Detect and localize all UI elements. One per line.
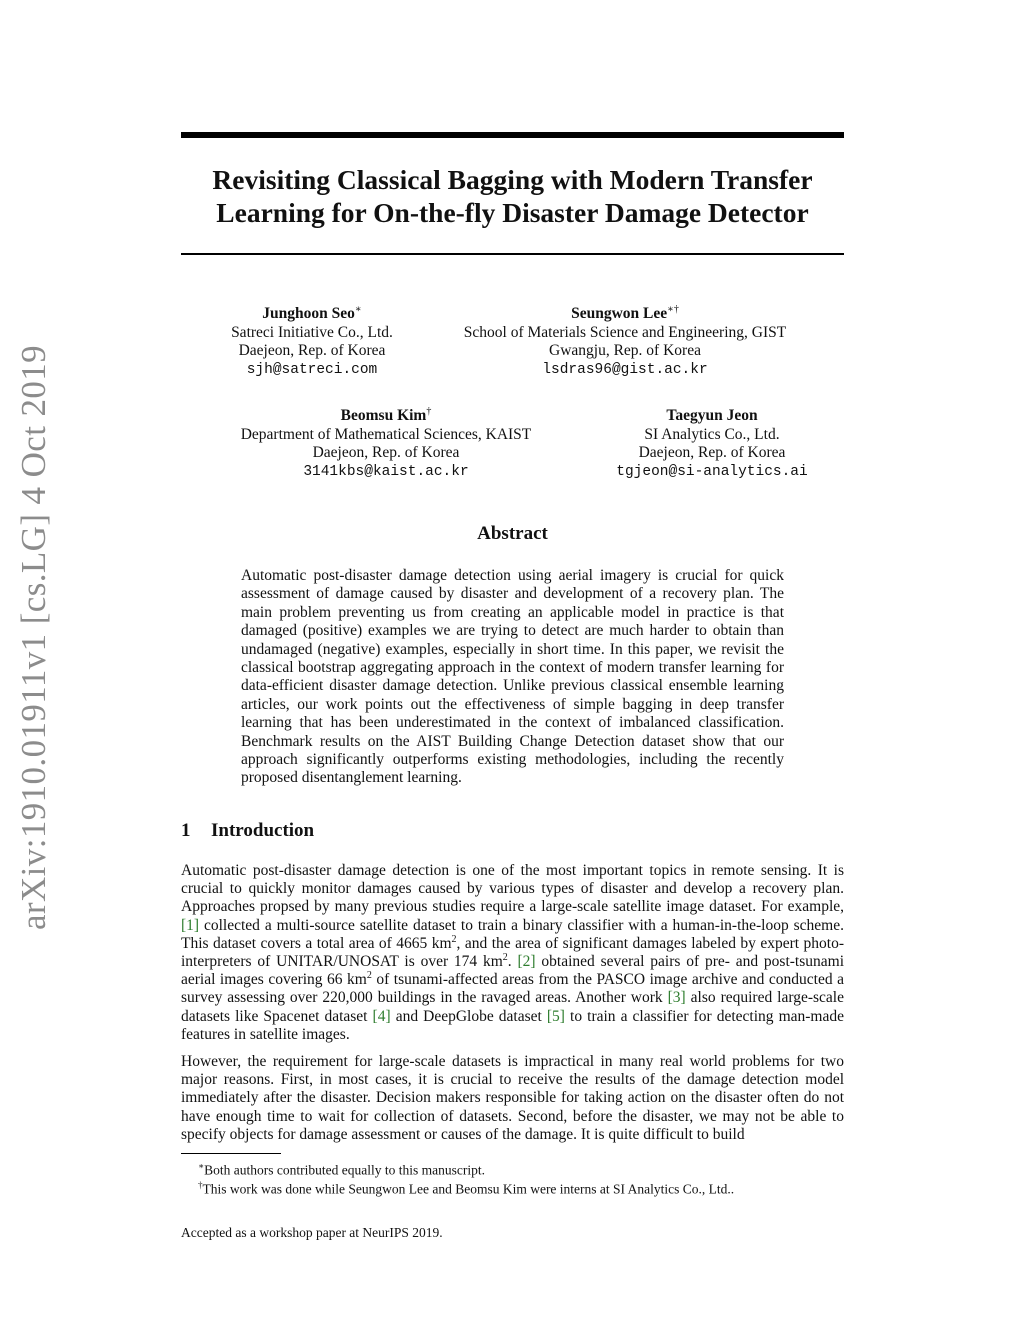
title-top-rule — [181, 132, 844, 138]
abstract-heading: Abstract — [477, 523, 548, 544]
section-title: Introduction — [211, 820, 315, 841]
author-marks: ∗† — [667, 304, 679, 315]
footnote-rule — [181, 1153, 281, 1154]
author-affiliation: School of Materials Science and Engineering, GIST — [463, 323, 787, 341]
author-name: Seungwon Lee∗† — [571, 304, 679, 323]
footnote-mark: ∗ — [198, 1161, 205, 1171]
title-line-2: Learning for On-the-fly Disaster Damage Detector — [216, 197, 809, 228]
abstract-body: Automatic post-disaster damage detection using aerial imagery is crucial for quick assessment of damage caused by disaster and development of a recovery plan. The main problem preventing us from creating an applicable model in practice is that damaged (positive) examples we are trying to detect are much harder to obtain than undamaged (negative) examples, especially in short time. In this paper, we revisit the classical bootstrap aggregating approach in the context of modern transfer learning for data-efficient disaster damage detection. Unlike previous classical ensemble learning articles, our work points out the effectiveness of simple bagging in deep transfer learning that has been underestimated in the context of imbalanced classification. Benchmark results on the AIST Building Change Detection dataset show that our approach significantly outperforms existing methodologies, including the recently proposed disentanglement learning. — [241, 567, 784, 787]
citation-link[interactable]: [4] — [372, 1007, 391, 1025]
author-block-kim — [226, 403, 546, 481]
author-marks: ∗ — [354, 304, 362, 315]
author-name: Taegyun Jeon — [666, 407, 758, 425]
citation-link[interactable]: [2] — [517, 953, 536, 971]
author-location: Daejeon, Rep. of Korea — [238, 342, 386, 360]
author-location: Daejeon, Rep. of Korea — [312, 444, 460, 462]
author-marks: † — [426, 406, 432, 417]
author-location: Daejeon, Rep. of Korea — [638, 444, 786, 462]
arxiv-identifier: arXiv:1910.01911v1 [cs.LG] 4 Oct 2019 — [14, 344, 53, 930]
title-line-1: Revisiting Classical Bagging with Modern Transfer — [212, 164, 813, 195]
author-location: Gwangju, Rep. of Korea — [549, 342, 701, 360]
footnote-2: †This work was done while Seungwon Lee and Beomsu Kim were interns at SI Analytics Co., Ltd.. — [198, 1180, 735, 1197]
section-heading-introduction — [181, 820, 314, 842]
author-block-jeon — [596, 403, 828, 481]
author-email[interactable]: tgjeon@si-analytics.ai — [616, 463, 808, 480]
venue-note: Accepted as a workshop paper at NeurIPS 2019. — [181, 1225, 443, 1240]
citation-link[interactable]: [1] — [181, 916, 200, 934]
author-affiliation: SI Analytics Co., Ltd. — [644, 425, 780, 443]
author-email[interactable]: 3141kbs@kaist.ac.kr — [303, 463, 469, 480]
author-affiliation: Department of Mathematical Sciences, KAIST — [240, 425, 532, 443]
title-bottom-rule — [181, 253, 844, 255]
author-block-seo — [212, 301, 412, 379]
author-block-lee — [448, 301, 802, 379]
author-name: Junghoon Seo∗ — [262, 304, 362, 323]
citation-link[interactable]: [3] — [667, 989, 686, 1007]
paper-title — [181, 163, 844, 229]
intro-paragraph-1: Automatic post-disaster damage detection is one of the most important topics in remote sensing. It is crucial to quickly monitor damages caused by various types of disaster and develop a recovery plan. Approaches propsed by many previous studies require a large-scale satellite image dataset. For example, [1] collected a multi-source satellite dataset to train a binary classifier with a human-in-the-loop scheme. This dataset covers a total area of 4665 $km^2$, and the area of significant damages labeled by expert photo-interpreters of UNITAR/UNOSAT is over 174 $km^2$. [2] obtained several pairs of pre- and post-tsunami aerial images covering 66 $km^2$ of tsunami-affected areas from the PASCO image archive and conducted a survey assessing over 220,000 buildings in the ravaged areas. Another work [3] also required large-scale datasets like Spacenet dataset [4] and DeepGlobe dataset [5] to train a classifier for detecting man-made features in satellite images. — [181, 862, 845, 1043]
footnote-1: ∗Both authors contributed equally to this manuscript. — [198, 1161, 485, 1178]
author-affiliation: Satreci Initiative Co., Ltd. — [231, 323, 393, 341]
author-email[interactable]: sjh@satreci.com — [246, 361, 378, 378]
citation-link[interactable]: [5] — [546, 1007, 565, 1025]
author-name: Beomsu Kim† — [340, 406, 432, 425]
author-email[interactable]: lsdras96@gist.ac.kr — [542, 361, 708, 378]
section-number: 1 — [181, 820, 191, 841]
intro-paragraph-2: However, the requirement for large-scale datasets is impractical in many real world problems for two major reasons. First, in most cases, it is crucial to receive the results of the damage detection model immediately after the disaster. Decision makers responsible for taking action on the disaster often do not have enough time to wait for collection of datasets. Second, before the disaster, we may not be able to specify objects for damage assessment or causes of the damage. It is quite difficult to build — [181, 1053, 844, 1143]
footnote-mark: † — [198, 1180, 203, 1190]
